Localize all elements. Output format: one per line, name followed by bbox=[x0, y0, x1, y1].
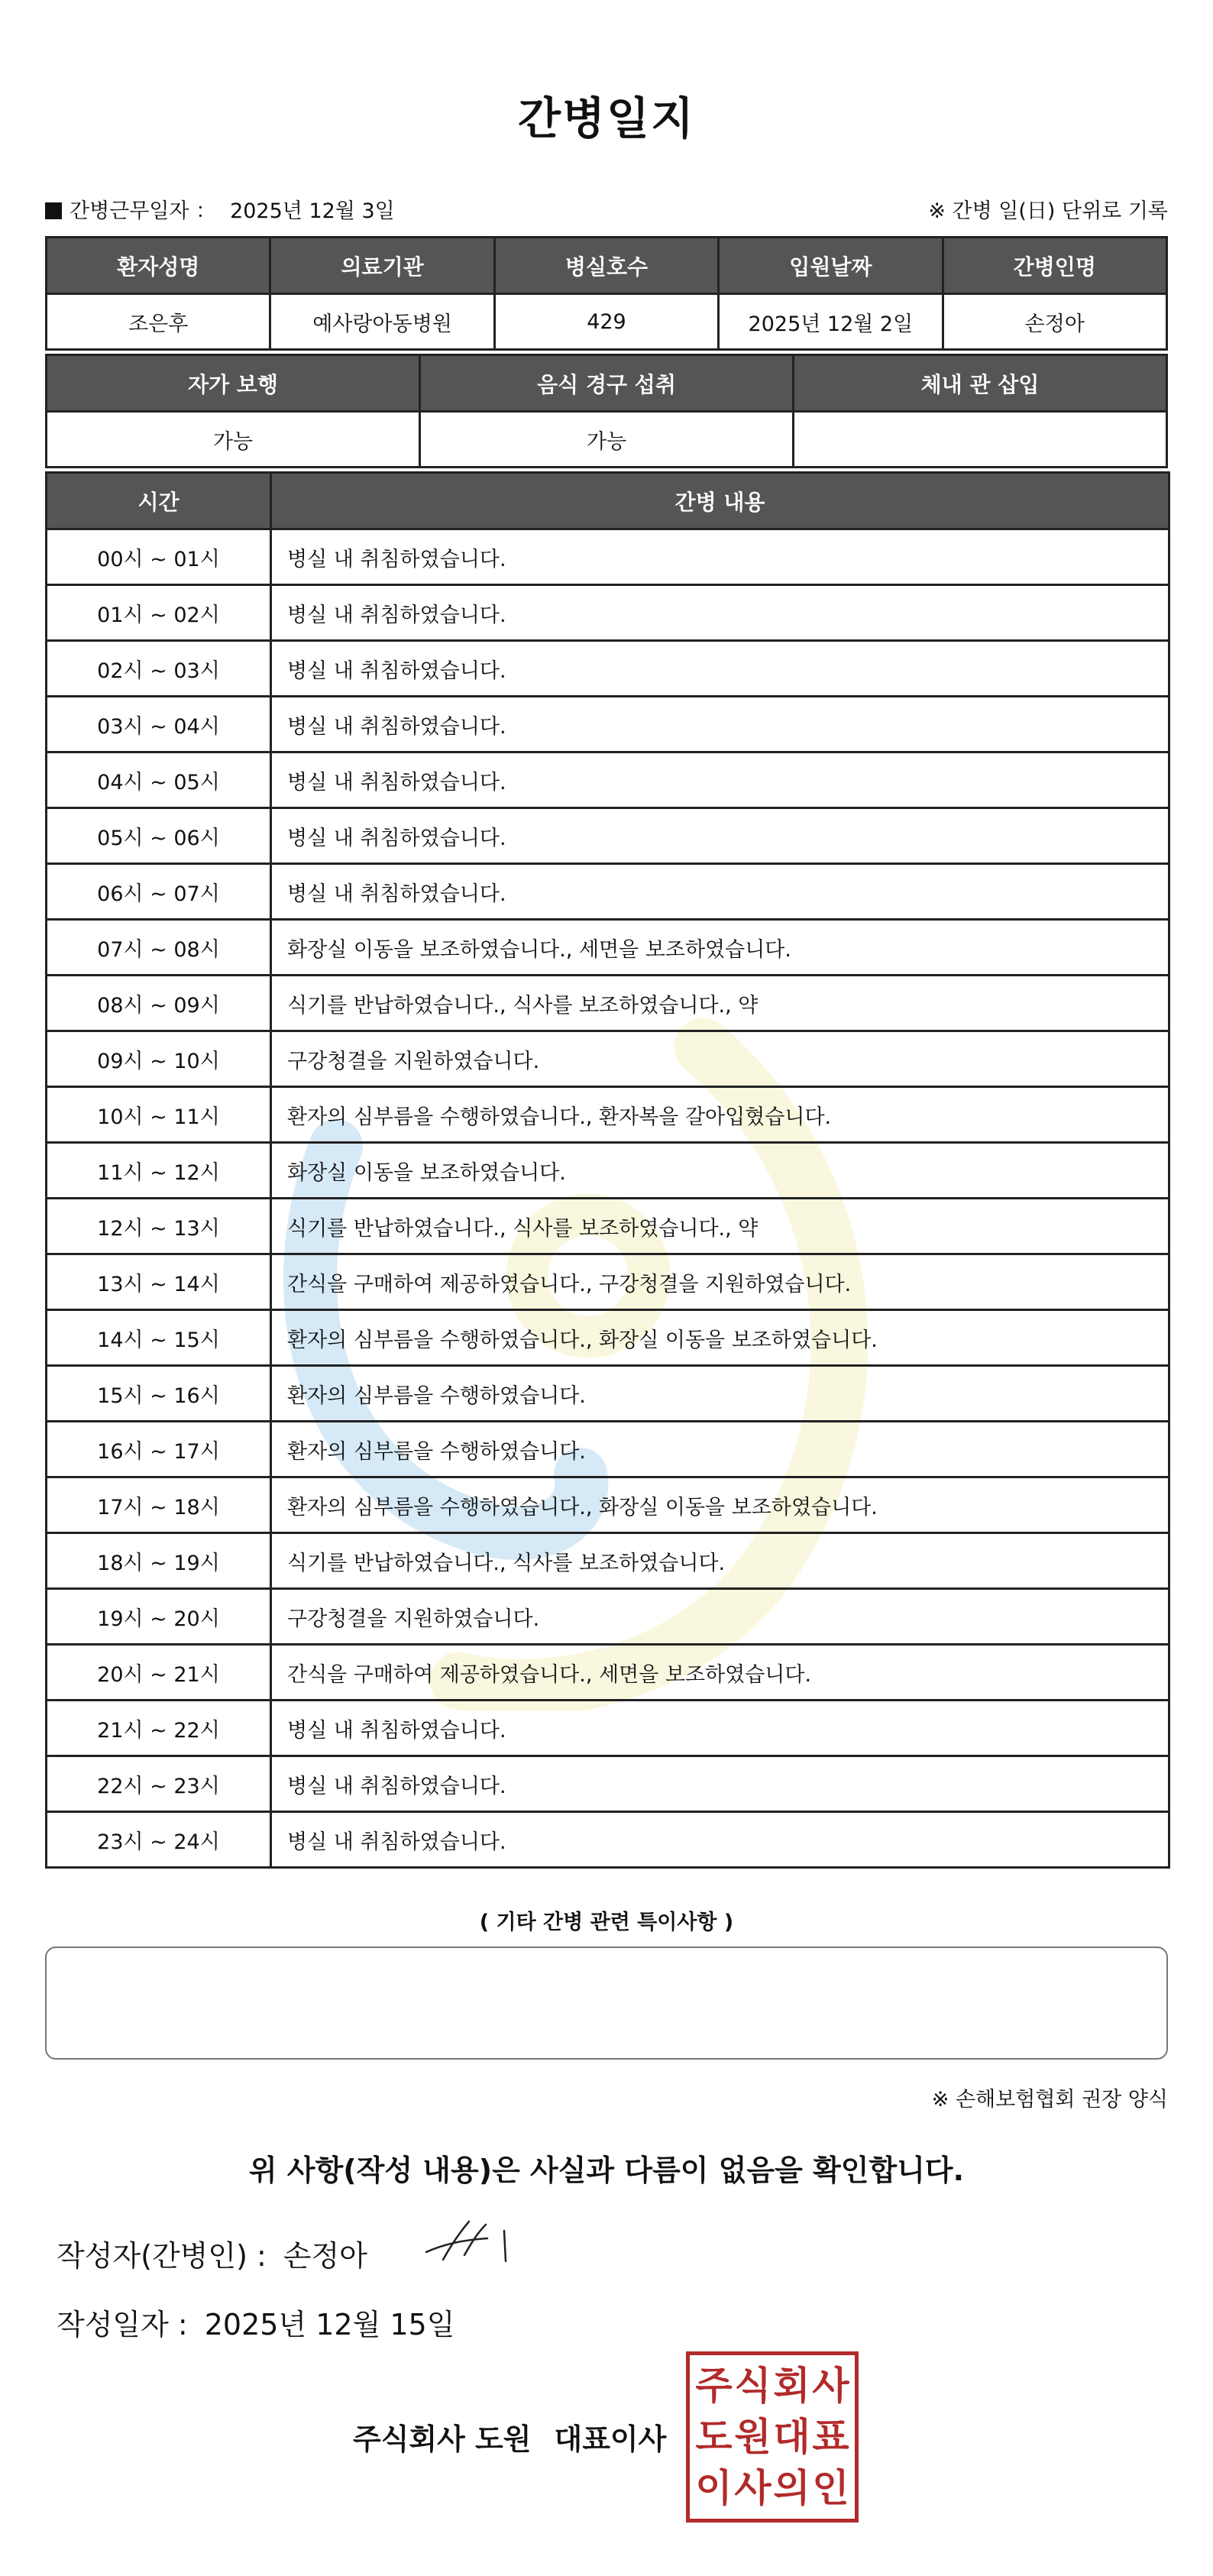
header-patient-name: 환자성명 bbox=[47, 238, 270, 294]
care-log-row bbox=[47, 1143, 1169, 1199]
care-time-cell: 00시 ~ 01시 bbox=[47, 529, 271, 585]
patient-info-table bbox=[45, 236, 1168, 351]
care-log-row bbox=[47, 1477, 1169, 1533]
seal-character: 의 bbox=[773, 2466, 810, 2511]
care-content-cell: 환자의 심부름을 수행하였습니다., 환자복을 갈아입혔습니다. bbox=[271, 1087, 1169, 1143]
write-date-value: 2025년 12월 15일 bbox=[204, 2308, 455, 2341]
hospital-name: 예사랑아동병원 bbox=[270, 294, 494, 350]
work-date-label: 간병근무일자 ： bbox=[70, 199, 217, 223]
work-date-value: 2025년 12월 3일 bbox=[230, 199, 395, 223]
care-time-cell: 07시 ~ 08시 bbox=[47, 920, 271, 976]
care-log-row bbox=[47, 1254, 1169, 1310]
care-content-cell: 병실 내 취침하였습니다. bbox=[271, 641, 1169, 697]
care-content-cell: 식기를 반납하였습니다., 식사를 보조하였습니다. bbox=[271, 1533, 1169, 1589]
seal-character: 식 bbox=[734, 2363, 771, 2408]
care-time-cell: 20시 ~ 21시 bbox=[47, 1645, 271, 1701]
care-log-row bbox=[47, 585, 1169, 641]
care-time-cell: 19시 ~ 20시 bbox=[47, 1589, 271, 1645]
care-content-cell: 환자의 심부름을 수행하였습니다. bbox=[271, 1422, 1169, 1477]
care-time-cell: 15시 ~ 16시 bbox=[47, 1366, 271, 1422]
care-content-cell: 화장실 이동을 보조하였습니다. bbox=[271, 1143, 1169, 1199]
work-date bbox=[45, 194, 395, 224]
care-time-cell: 23시 ~ 24시 bbox=[47, 1812, 271, 1868]
header-care-content: 간병 내용 bbox=[271, 473, 1169, 529]
seal-character: 대 bbox=[773, 2414, 810, 2459]
care-log-row bbox=[47, 1087, 1169, 1143]
daily-record-note: ※ 간병 일(日) 단위로 기록 bbox=[928, 199, 1168, 223]
care-log-row bbox=[47, 752, 1169, 808]
seal-character: 도 bbox=[695, 2414, 733, 2459]
seal-character: 원 bbox=[734, 2414, 771, 2459]
care-time-cell: 22시 ~ 23시 bbox=[47, 1756, 271, 1812]
writer-label: 작성자(간병인) : bbox=[57, 2239, 267, 2273]
care-content-cell: 병실 내 취침하였습니다. bbox=[271, 529, 1169, 585]
patient-name: 조은후 bbox=[47, 294, 270, 350]
care-log-row bbox=[47, 1310, 1169, 1366]
care-log-body bbox=[47, 529, 1169, 1868]
care-content-cell: 구강청결을 지원하였습니다. bbox=[271, 1031, 1169, 1087]
write-date-label: 작성일자 : bbox=[57, 2308, 188, 2341]
care-log-row bbox=[47, 697, 1169, 752]
care-time-cell: 13시 ~ 14시 bbox=[47, 1254, 271, 1310]
care-content-cell: 병실 내 취침하였습니다. bbox=[271, 585, 1169, 641]
header-time: 시간 bbox=[47, 473, 271, 529]
header-room-number: 병실호수 bbox=[494, 238, 718, 294]
care-time-cell: 02시 ~ 03시 bbox=[47, 641, 271, 697]
care-log-row bbox=[47, 1031, 1169, 1087]
care-time-cell: 01시 ~ 02시 bbox=[47, 585, 271, 641]
care-content-cell: 병실 내 취침하였습니다. bbox=[271, 808, 1169, 864]
care-time-cell: 14시 ~ 15시 bbox=[47, 1310, 271, 1366]
representative-title: 대표이사 bbox=[554, 2422, 667, 2456]
care-log-header-row bbox=[47, 473, 1169, 529]
square-bullet-icon bbox=[45, 202, 62, 219]
care-content-cell: 식기를 반납하였습니다., 식사를 보조하였습니다., 약 bbox=[271, 976, 1169, 1031]
care-time-cell: 11시 ~ 12시 bbox=[47, 1143, 271, 1199]
care-log-row bbox=[47, 1422, 1169, 1477]
writer-line bbox=[57, 2232, 367, 2274]
seal-character: 회 bbox=[773, 2363, 810, 2408]
confirmation-statement: 위 사항(작성 내용)은 사실과 다름이 없음을 확인합니다. bbox=[248, 2154, 965, 2187]
care-time-cell: 09시 ~ 10시 bbox=[47, 1031, 271, 1087]
patient-info-header-row bbox=[47, 238, 1167, 294]
care-content-cell: 환자의 심부름을 수행하였습니다. bbox=[271, 1366, 1169, 1422]
care-content-cell: 간식을 구매하여 제공하였습니다., 세면을 보조하였습니다. bbox=[271, 1645, 1169, 1701]
care-log-row bbox=[47, 976, 1169, 1031]
care-log-row bbox=[47, 1199, 1169, 1254]
patient-info-value-row bbox=[47, 294, 1167, 350]
status-value-row bbox=[47, 412, 1167, 468]
care-log-row bbox=[47, 1533, 1169, 1589]
care-log-row bbox=[47, 1812, 1169, 1868]
write-date-line bbox=[57, 2301, 454, 2343]
special-notes-box bbox=[45, 1947, 1168, 2060]
header-oral-intake: 음식 경구 섭취 bbox=[420, 355, 794, 412]
care-time-cell: 04시 ~ 05시 bbox=[47, 752, 271, 808]
page-title: 간병일지 bbox=[517, 92, 696, 144]
recommended-form-note: ※ 손해보험협회 권장 양식 bbox=[931, 2088, 1168, 2112]
care-content-cell: 화장실 이동을 보조하였습니다., 세면을 보조하였습니다. bbox=[271, 920, 1169, 976]
header-hospital: 의료기관 bbox=[270, 238, 494, 294]
care-log-table bbox=[45, 471, 1170, 1869]
care-time-cell: 05시 ~ 06시 bbox=[47, 808, 271, 864]
care-log-row bbox=[47, 641, 1169, 697]
company-seal-stamp bbox=[686, 2351, 859, 2523]
care-time-cell: 08시 ~ 09시 bbox=[47, 976, 271, 1031]
care-log-row bbox=[47, 529, 1169, 585]
care-log-row bbox=[47, 1645, 1169, 1701]
status-header-row bbox=[47, 355, 1167, 412]
care-log-row bbox=[47, 864, 1169, 920]
care-log-row bbox=[47, 1366, 1169, 1422]
care-content-cell: 간식을 구매하여 제공하였습니다., 구강청결을 지원하였습니다. bbox=[271, 1254, 1169, 1310]
seal-character: 인 bbox=[812, 2466, 849, 2511]
seal-character: 주 bbox=[695, 2363, 733, 2408]
care-content-cell: 환자의 심부름을 수행하였습니다., 화장실 이동을 보조하였습니다. bbox=[271, 1477, 1169, 1533]
handwritten-signature bbox=[420, 2215, 519, 2269]
care-time-cell: 06시 ~ 07시 bbox=[47, 864, 271, 920]
care-content-cell: 환자의 심부름을 수행하였습니다., 화장실 이동을 보조하였습니다. bbox=[271, 1310, 1169, 1366]
seal-character: 표 bbox=[812, 2414, 849, 2459]
care-content-cell: 병실 내 취침하였습니다. bbox=[271, 1701, 1169, 1756]
care-time-cell: 03시 ~ 04시 bbox=[47, 697, 271, 752]
header-admission-date: 입원날짜 bbox=[719, 238, 943, 294]
seal-character: 이 bbox=[695, 2466, 733, 2511]
caregiver-name: 손정아 bbox=[943, 294, 1166, 350]
care-content-cell: 구강청결을 지원하였습니다. bbox=[271, 1589, 1169, 1645]
header-tube-insertion: 체내 관 삽입 bbox=[794, 355, 1167, 412]
care-time-cell: 12시 ~ 13시 bbox=[47, 1199, 271, 1254]
writer-name: 손정아 bbox=[283, 2239, 367, 2273]
care-content-cell: 병실 내 취침하였습니다. bbox=[271, 1812, 1169, 1868]
meta-row bbox=[45, 194, 1168, 225]
care-time-cell: 16시 ~ 17시 bbox=[47, 1422, 271, 1477]
care-log-row bbox=[47, 808, 1169, 864]
care-content-cell: 식기를 반납하였습니다., 식사를 보조하였습니다., 약 bbox=[271, 1199, 1169, 1254]
care-log-row bbox=[47, 1589, 1169, 1645]
care-log-row bbox=[47, 1756, 1169, 1812]
care-content-cell: 병실 내 취침하였습니다. bbox=[271, 697, 1169, 752]
room-number: 429 bbox=[494, 294, 718, 350]
care-log-row bbox=[47, 1701, 1169, 1756]
self-walking-value: 가능 bbox=[47, 412, 420, 468]
seal-character: 사 bbox=[734, 2466, 771, 2511]
company-name: 주식회사 도원 bbox=[353, 2422, 532, 2456]
tube-insertion-value bbox=[794, 412, 1167, 468]
company-line bbox=[353, 2416, 666, 2458]
header-self-walking: 자가 보행 bbox=[47, 355, 420, 412]
care-time-cell: 18시 ~ 19시 bbox=[47, 1533, 271, 1589]
oral-intake-value: 가능 bbox=[420, 412, 794, 468]
admission-date: 2025년 12월 2일 bbox=[719, 294, 943, 350]
seal-character: 사 bbox=[812, 2363, 849, 2408]
care-content-cell: 병실 내 취침하였습니다. bbox=[271, 1756, 1169, 1812]
care-content-cell: 병실 내 취침하였습니다. bbox=[271, 752, 1169, 808]
care-log-row bbox=[47, 920, 1169, 976]
special-notes-title: ( 기타 간병 관련 특이사항 ) bbox=[479, 1911, 734, 1934]
care-time-cell: 21시 ~ 22시 bbox=[47, 1701, 271, 1756]
patient-status-table bbox=[45, 354, 1168, 468]
header-caregiver-name: 간병인명 bbox=[943, 238, 1166, 294]
care-time-cell: 17시 ~ 18시 bbox=[47, 1477, 271, 1533]
care-time-cell: 10시 ~ 11시 bbox=[47, 1087, 271, 1143]
care-content-cell: 병실 내 취침하였습니다. bbox=[271, 864, 1169, 920]
